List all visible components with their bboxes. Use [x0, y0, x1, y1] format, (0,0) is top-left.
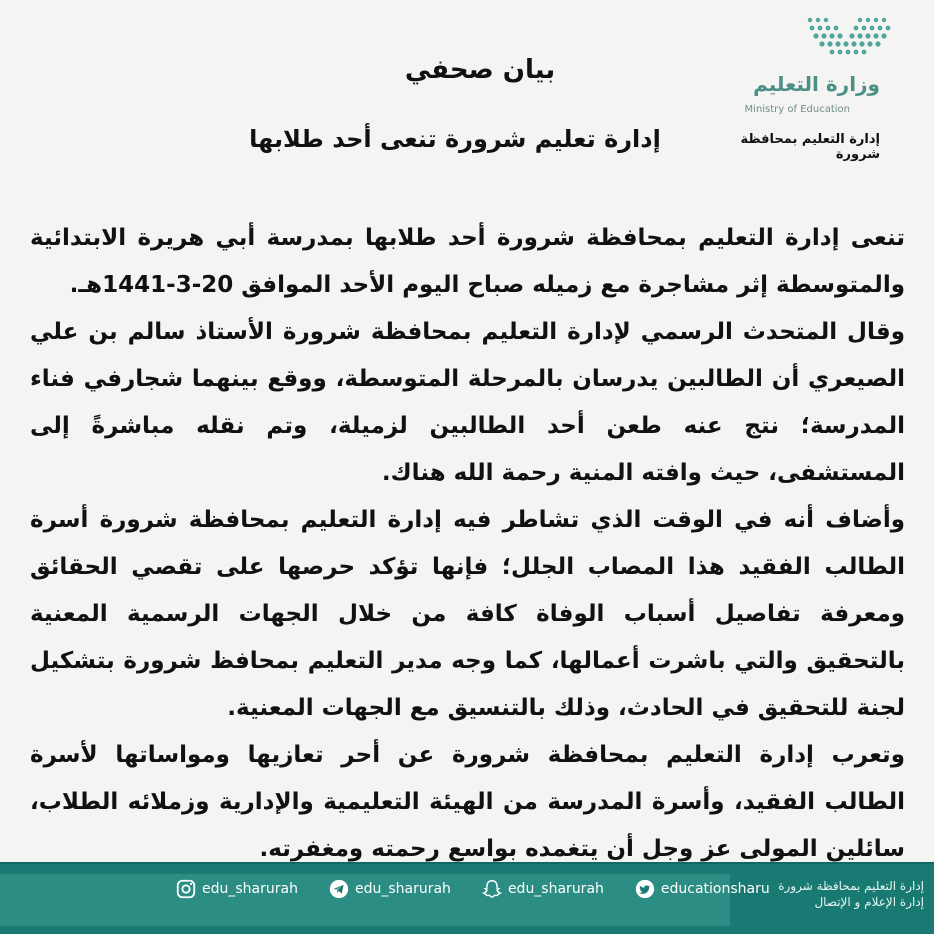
footer-org-line2: إدارة الإعلام و الإتصال	[814, 895, 924, 909]
body-paragraph: وتعرب إدارة التعليم بمحافظة شرورة عن أحر تعازيها ومواساتها لأسرة الطالب الفقيد، وأسرة المدرسة من الهيئة التعليمية والإدارية وزملائه الطلاب، سائلين المولى عز وجل أن يتغمده بواسع رحمته ومغفرته.	[30, 742, 905, 862]
ministry-name-ar: وزارة التعليم	[753, 72, 880, 96]
body-paragraph: وقال المتحدث الرسمي لإدارة التعليم بمحافظة شرورة الأستاذ سالم بن علي الصيعري أن الطالبين يدرسان بالمرحلة المتوسطة، ووقع بينهما شجارفي فناء المدرسة؛ نتج عنه طعن أحد الطالبين لزميلة، وتم نقله مباشرةً إلى المستشفى، حيث وافته المنية رحمة الله هناك.	[30, 319, 905, 486]
directorate-name: إدارة التعليم بمحافظة شرورة	[740, 132, 880, 162]
footer-org	[739, 878, 924, 910]
twitter-icon	[634, 878, 656, 900]
footer-org-line1: إدارة التعليم بمحافظة شرورة	[778, 879, 924, 893]
instagram-handle: edu_sharurah	[202, 881, 298, 897]
snapchat-icon	[481, 878, 503, 900]
instagram-link[interactable]	[175, 878, 298, 900]
twitter-handle: educationsharu	[660, 881, 770, 897]
snapchat-handle: edu_sharurah	[507, 881, 604, 897]
telegram-icon	[328, 878, 350, 900]
telegram-handle: edu_sharurah	[354, 881, 451, 897]
instagram-icon	[175, 878, 197, 900]
ministry-logo	[708, 12, 908, 162]
ministry-name-en: Ministry of Education	[744, 104, 850, 115]
page-title: بيان صحفي	[404, 55, 556, 85]
body-paragraph: وأضاف أنه في الوقت الذي تشاطر فيه إدارة التعليم بمحافظة شرورة أسرة الطالب الفقيد هذا المصاب الجلل؛ فإنها تؤكد حرصها على تقصي الحقائق ومعرفة تفاصيل أسباب الوفاة كافة من خلال الجهات الرسمية المعنية بالتحقيق والتي باشرت أعمالها، كما وجه مدير التعليم بمحافظ شرورة بتشكيل لجنة للتحقيق في الحادث، وذلك بالتنسيق مع الجهات المعنية.	[30, 507, 905, 721]
page-subtitle: إدارة تعليم شرورة تنعى أحد طلابها	[249, 125, 661, 153]
telegram-link[interactable]	[328, 878, 451, 900]
social-links	[175, 872, 770, 906]
press-release-body	[30, 215, 905, 873]
body-paragraph: تنعى إدارة التعليم بمحافظة شرورة أحد طلابها بمدرسة أبي هريرة الابتدائية والمتوسطة إثر مشاجرة مع زميله صباح اليوم الأحد الموافق 20-3-1441هـ.	[30, 225, 905, 298]
ministry-logo-dots-icon	[800, 12, 900, 62]
snapchat-link[interactable]	[481, 878, 604, 900]
footer-bar	[0, 864, 934, 934]
